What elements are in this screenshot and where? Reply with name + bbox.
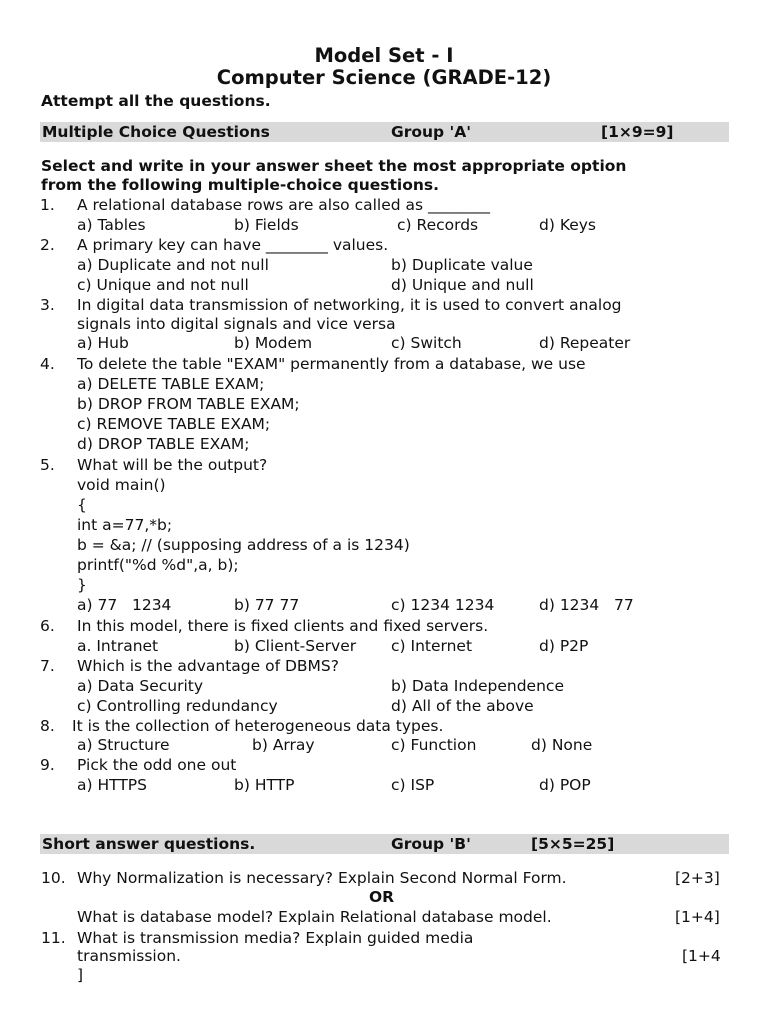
option-c: c) REMOVE TABLE EXAM; bbox=[77, 415, 271, 433]
question-marks: [2+3] bbox=[675, 869, 720, 887]
section-a-title: Multiple Choice Questions bbox=[42, 123, 270, 141]
option-d: d) Keys bbox=[539, 216, 596, 234]
mcq-instruction-line1: Select and write in your answer sheet the most appropriate option bbox=[41, 157, 627, 175]
question-number: 1. bbox=[40, 196, 55, 214]
option-b: b) 77 77 bbox=[234, 596, 300, 614]
code-line: void main() bbox=[77, 476, 166, 494]
option-c: c) Switch bbox=[391, 334, 462, 352]
option-a: a) Data Security bbox=[77, 677, 204, 695]
question-number: 11. bbox=[41, 929, 66, 947]
option-d: d) POP bbox=[539, 776, 591, 794]
question-number: 8. bbox=[40, 717, 55, 735]
question-text: Pick the odd one out bbox=[77, 756, 237, 774]
option-a: a) 77 1234 bbox=[77, 596, 172, 614]
option-d: d) 1234 77 bbox=[539, 596, 634, 614]
option-c: c) Function bbox=[391, 736, 477, 754]
question-marks: [1+4 bbox=[682, 947, 721, 965]
general-instruction: Attempt all the questions. bbox=[41, 92, 271, 110]
question-text: A primary key can have ________ values. bbox=[77, 236, 389, 254]
option-a: a) Structure bbox=[77, 736, 170, 754]
question-text: What is database model? Explain Relational database model. bbox=[77, 908, 552, 926]
question-number: 9. bbox=[40, 756, 55, 774]
section-a-marks: [1×9=9] bbox=[601, 123, 674, 141]
code-line: printf("%d %d",a, b); bbox=[77, 556, 239, 574]
option-b: b) Client-Server bbox=[234, 637, 357, 655]
option-a: a) Tables bbox=[77, 216, 146, 234]
option-b: b) HTTP bbox=[234, 776, 295, 794]
code-line: int a=77,*b; bbox=[77, 516, 173, 534]
option-b: b) Fields bbox=[234, 216, 299, 234]
option-b: b) DROP FROM TABLE EXAM; bbox=[77, 395, 300, 413]
code-line: } bbox=[77, 576, 87, 594]
option-a: a) HTTPS bbox=[77, 776, 147, 794]
option-a: a. Intranet bbox=[77, 637, 159, 655]
option-b: b) Duplicate value bbox=[391, 256, 533, 274]
question-number: 5. bbox=[40, 456, 55, 474]
option-c: c) Internet bbox=[391, 637, 473, 655]
option-b: b) Array bbox=[252, 736, 315, 754]
question-text: Why Normalization is necessary? Explain Second Normal Form. bbox=[77, 869, 567, 887]
option-d: d) Repeater bbox=[539, 334, 631, 352]
question-text: What is transmission media? Explain guided media bbox=[77, 929, 474, 947]
code-line: b = &a; // (supposing address of a is 1234) bbox=[77, 536, 410, 554]
page-subtitle: Computer Science (GRADE-12) bbox=[216, 66, 552, 89]
question-marks: [1+4] bbox=[675, 908, 720, 926]
option-a: a) Duplicate and not null bbox=[77, 256, 269, 274]
option-a: a) DELETE TABLE EXAM; bbox=[77, 375, 265, 393]
section-b-title: Short answer questions. bbox=[42, 835, 256, 853]
question-number: 2. bbox=[40, 236, 55, 254]
question-text: signals into digital signals and vice versa bbox=[77, 315, 396, 333]
option-d: d) None bbox=[531, 736, 593, 754]
question-text: In digital data transmission of networking, it is used to convert analog bbox=[77, 296, 622, 314]
page-title: Model Set - I bbox=[314, 44, 454, 67]
option-c: c) Controlling redundancy bbox=[77, 697, 278, 715]
code-line: { bbox=[77, 496, 87, 514]
option-d: d) Unique and null bbox=[391, 276, 534, 294]
question-number: 7. bbox=[40, 657, 55, 675]
question-text: Which is the advantage of DBMS? bbox=[77, 657, 339, 675]
question-number: 3. bbox=[40, 296, 55, 314]
question-number: 4. bbox=[40, 355, 55, 373]
option-d: d) All of the above bbox=[391, 697, 534, 715]
section-b-group: Group 'B' bbox=[391, 835, 471, 853]
question-number: 6. bbox=[40, 617, 55, 635]
option-a: a) Hub bbox=[77, 334, 129, 352]
question-number: 10. bbox=[41, 869, 66, 887]
question-text: transmission. bbox=[77, 947, 181, 965]
option-c: c) Unique and not null bbox=[77, 276, 249, 294]
option-b: b) Modem bbox=[234, 334, 313, 352]
question-text: In this model, there is fixed clients and fixed servers. bbox=[77, 617, 489, 635]
section-a-group: Group 'A' bbox=[391, 123, 472, 141]
option-c: c) 1234 1234 bbox=[391, 596, 495, 614]
option-c: c) Records bbox=[397, 216, 479, 234]
question-text: It is the collection of heterogeneous data types. bbox=[72, 717, 444, 735]
question-text: What will be the output? bbox=[77, 456, 268, 474]
option-d: d) DROP TABLE EXAM; bbox=[77, 435, 250, 453]
mcq-instruction-line2: from the following multiple-choice questions. bbox=[41, 176, 440, 194]
question-text: A relational database rows are also called as ________ bbox=[77, 196, 491, 214]
question-text: To delete the table "EXAM" permanently from a database, we use bbox=[77, 355, 586, 373]
option-d: d) P2P bbox=[539, 637, 589, 655]
or-separator: OR bbox=[369, 888, 395, 906]
question-marks-close: ] bbox=[77, 966, 84, 984]
section-b-marks: [5×5=25] bbox=[531, 835, 615, 853]
option-c: c) ISP bbox=[391, 776, 435, 794]
option-b: b) Data Independence bbox=[391, 677, 564, 695]
